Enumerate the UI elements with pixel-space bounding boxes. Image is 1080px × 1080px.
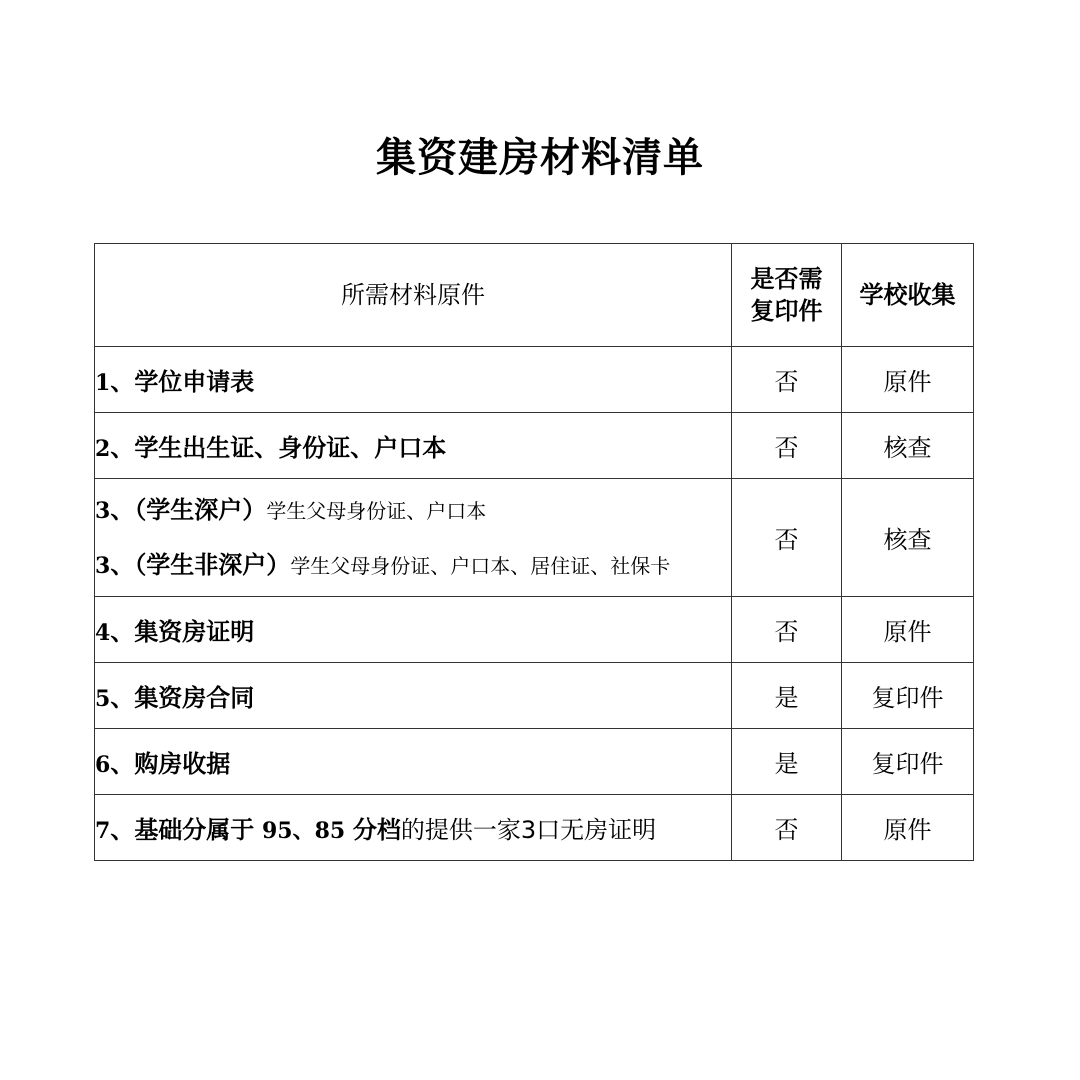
material-cell: 1、学位申请表: [95, 347, 732, 413]
material-cell: 4、集资房证明: [95, 597, 732, 663]
table-row: [95, 347, 974, 413]
header-school-collect: 学校收集: [842, 244, 974, 347]
copy-needed-cell: 否: [732, 479, 842, 597]
school-collect-cell: 核查: [842, 413, 974, 479]
table-row: [95, 729, 974, 795]
header-copy-needed: 是否需复印件: [732, 244, 842, 347]
school-collect-cell: 原件: [842, 347, 974, 413]
material-cell: 2、学生出生证、身份证、户口本: [95, 413, 732, 479]
material-cell: 6、购房收据: [95, 729, 732, 795]
copy-needed-cell: 是: [732, 729, 842, 795]
materials-table: [94, 243, 974, 861]
material-cell: 5、集资房合同: [95, 663, 732, 729]
header-material: 所需材料原件: [95, 244, 732, 347]
copy-needed-cell: 否: [732, 795, 842, 861]
table-header-row: [95, 244, 974, 347]
table-row: [95, 663, 974, 729]
table-row: [95, 597, 974, 663]
copy-needed-cell: 否: [732, 347, 842, 413]
table-row: [95, 795, 974, 861]
material-cell: [95, 479, 732, 597]
school-collect-cell: 核查: [842, 479, 974, 597]
material-cell: 7、基础分属于 95、85 分档的提供一家3口无房证明: [95, 795, 732, 861]
copy-needed-cell: 否: [732, 597, 842, 663]
material-subline: 3、（学生深户）学生父母身份证、户口本: [95, 495, 487, 524]
table-row: [95, 479, 974, 597]
page-title: 集资建房材料清单: [376, 135, 704, 181]
material-subline: 3、（学生非深户）学生父母身份证、户口本、居住证、社保卡: [95, 550, 671, 579]
school-collect-cell: 复印件: [842, 729, 974, 795]
copy-needed-cell: 是: [732, 663, 842, 729]
school-collect-cell: 复印件: [842, 663, 974, 729]
school-collect-cell: 原件: [842, 795, 974, 861]
table-row: [95, 413, 974, 479]
school-collect-cell: 原件: [842, 597, 974, 663]
copy-needed-cell: 否: [732, 413, 842, 479]
